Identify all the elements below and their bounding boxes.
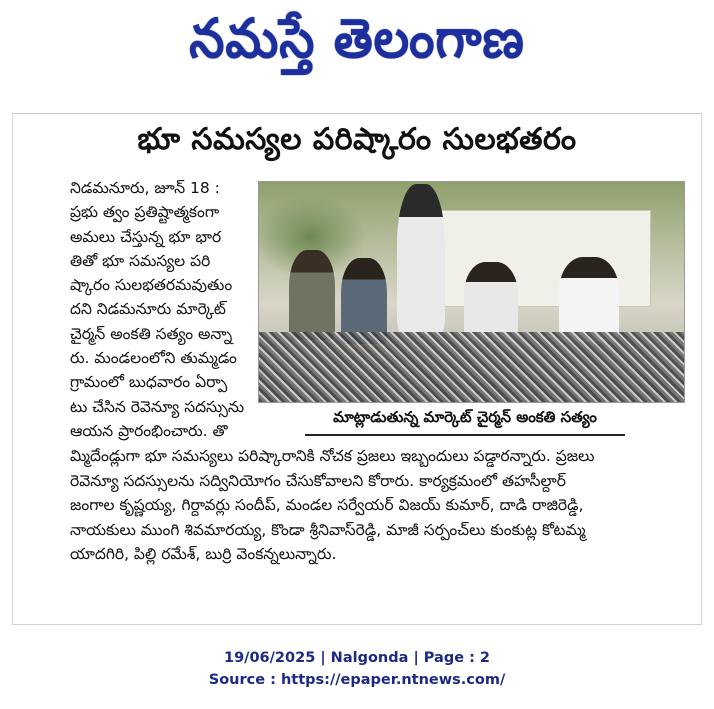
page-footer — [0, 647, 714, 691]
photo-person — [464, 262, 518, 342]
article-photo — [258, 181, 685, 403]
photo-person — [397, 184, 445, 334]
article-body-narrow — [70, 176, 260, 443]
newspaper-logo: నమస్తే తెలంగాణ — [189, 6, 525, 70]
news-clipping — [12, 113, 702, 625]
article-body-wide — [70, 444, 680, 567]
photo-caption: మాట్లాడుతున్న మార్కెట్ చైర్మన్ అంకతి సత్యం — [305, 404, 625, 436]
body-line: టు చేసిన రెవెన్యూ సదస్సును — [70, 397, 245, 416]
photo-person — [559, 257, 619, 342]
body-line: రెవెన్యూ సదస్సులను సద్వినియోగం చేసుకోవాలని కోరారు. కార్యక్రమంలో తహసీల్దార్ — [70, 471, 566, 490]
photo-person — [289, 250, 335, 340]
body-line: గ్రామంలో బుధవారం ఏర్పా — [70, 373, 228, 392]
footer-source: Source : https://epaper.ntnews.com/ — [208, 672, 506, 688]
body-line: తితో భూ సమస్యల పరి — [70, 251, 211, 270]
body-line: రు. మండలంలోని తుమ్మడం — [70, 349, 237, 368]
body-line: ప్రభు త్వం ప్రతిష్టాత్మకంగా — [70, 203, 220, 222]
masthead — [0, 0, 714, 90]
body-line: ఆయన ప్రారంభించారు. తొ — [70, 421, 228, 440]
photo-table — [259, 332, 684, 402]
footer-edition-info: 19/06/2025 | Nalgonda | Page : 2 — [223, 650, 491, 666]
body-line: చైర్మన్ అంకతి సత్యం అన్నా — [70, 324, 233, 343]
body-line: నిడమనూరు, జూన్ 18 : — [70, 179, 220, 197]
article-headline: భూ సమస్యల పరిష్కారం సులభతరం — [137, 122, 577, 157]
body-line: యాదగిరి, పిల్లి రమేశ్, బుర్రి వెంకన్నలున్నారు. — [70, 545, 337, 563]
body-line: మ్మిదేండ్లుగా భూ సమస్యలు పరిష్కారానికి నోచక ప్రజలు ఇబ్బందులు పడ్డారన్నారు. ప్రజలు — [70, 447, 595, 465]
body-line: జంగాల కృష్ణయ్య, గిర్దావర్లు సందీప్, మండల సర్వేయర్ విజయ్ కుమార్, దాడి రాజిరెడ్డి, — [70, 496, 584, 514]
body-line: ష్కారం సులభతరమవుతుం — [70, 276, 233, 295]
body-line: అమలు చేస్తున్న భూ భార — [70, 227, 222, 246]
body-line: నాయకులు ముంగి శివమారయ్య, కొండా శ్రీనివాస్‌రెడ్డి, మాజీ సర్పంచ్‌లు కుంకుట్ల కోటమ్మ — [70, 520, 586, 539]
body-line: దని నిడమనూరు మార్కెట్ — [70, 300, 226, 319]
